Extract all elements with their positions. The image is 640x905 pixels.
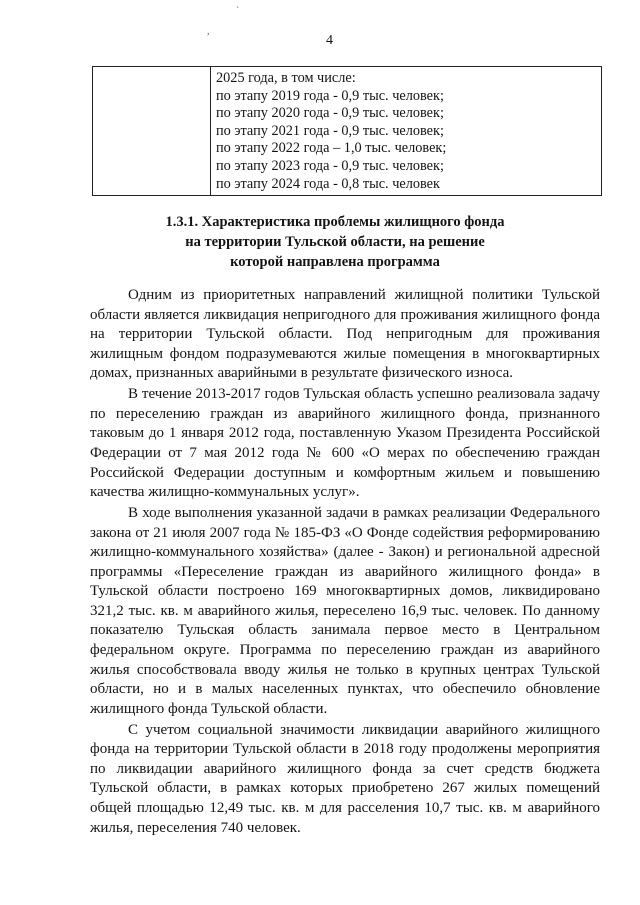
table-line: по этапу 2024 года - 0,8 тыс. человек <box>216 175 440 192</box>
table-line: по этапу 2022 года – 1,0 тыс. человек; <box>216 140 447 157</box>
targets-table <box>92 66 602 196</box>
body-text <box>90 286 600 839</box>
scan-mark: , <box>207 26 210 37</box>
section-heading <box>120 212 550 272</box>
paragraph: В ходе выполнения указанной задачи в рамках реализации Федерального закона от 21 июля 2007 года № 185-ФЗ «О Фонде содействия реформированию жилищно-коммунального хозяйства» (далее - Закон) и региональной адресной программы «Переселение граждан из аварийного жилищного фонда» в Тульской области построено 169 многоквартирных домов, ликвидировано 321,2 тыс. кв. м аварийного жилья, переселено 16,9 тыс. человек. По данному показателю Тульская область занимала первое место в Центральном федеральном округе. Программа по переселению граждан из аварийного жилья способствовала вводу жилья не только в крупных центрах Тульской области, но и в малых населенных пунктах, что обеспечило обновление жилищного фонда Тульской области. <box>90 504 600 717</box>
table-cell-text <box>211 67 602 196</box>
table-line: по этапу 2020 года - 0,9 тыс. человек; <box>216 105 444 122</box>
paragraph: С учетом социальной значимости ликвидации аварийного жилищного фонда на территории Тульской области в 2018 году продолжены мероприятия по ликвидации аварийного жилищного фонда за счет средств бюджета Тульской области, в рамках которых приобретено 267 жилых помещений общей площадью 12,49 тыс. кв. м для расселения 10,7 тыс. кв. м аварийного жилья, переселения 740 человек. <box>90 721 600 836</box>
section-heading-line: 1.3.1. Характеристика проблемы жилищного фонда <box>165 214 505 230</box>
table-line: по этапу 2021 года - 0,9 тыс. человек; <box>216 122 444 139</box>
table-cell-empty <box>93 67 211 196</box>
page-number: 4 <box>326 33 333 48</box>
table-row <box>93 67 602 196</box>
table-line: по этапу 2019 года - 0,9 тыс. человек; <box>216 87 444 104</box>
table-line: по этапу 2023 года - 0,9 тыс. человек; <box>216 157 444 174</box>
scan-mark: ` <box>236 6 240 17</box>
table-line: 2025 года, в том числе: <box>216 70 356 86</box>
paragraph: Одним из приоритетных направлений жилищной политики Тульской области является ликвидация непригодного для проживания жилищного фонда на территории Тульской области. Под непригодным для проживания жилищным фондом подразумеваются жилые помещения в многоквартирных домах, признанных аварийными в результате физического износа. <box>90 287 600 382</box>
paragraph: В течение 2013-2017 годов Тульская область успешно реализовала задачу по переселению граждан из аварийного жилищного фонда, признанного таковым до 1 января 2012 года, поставленную Указом Президента Российской Федерации от 7 мая 2012 года № 600 «О мерах по обеспечению граждан Российской Федерации доступным и комфортным жильем и повышению качества жилищно-коммунальных услуг». <box>90 386 600 501</box>
section-heading-line: на территории Тульской области, на решение <box>185 234 485 250</box>
section-heading-line: которой направлена программа <box>230 254 440 270</box>
